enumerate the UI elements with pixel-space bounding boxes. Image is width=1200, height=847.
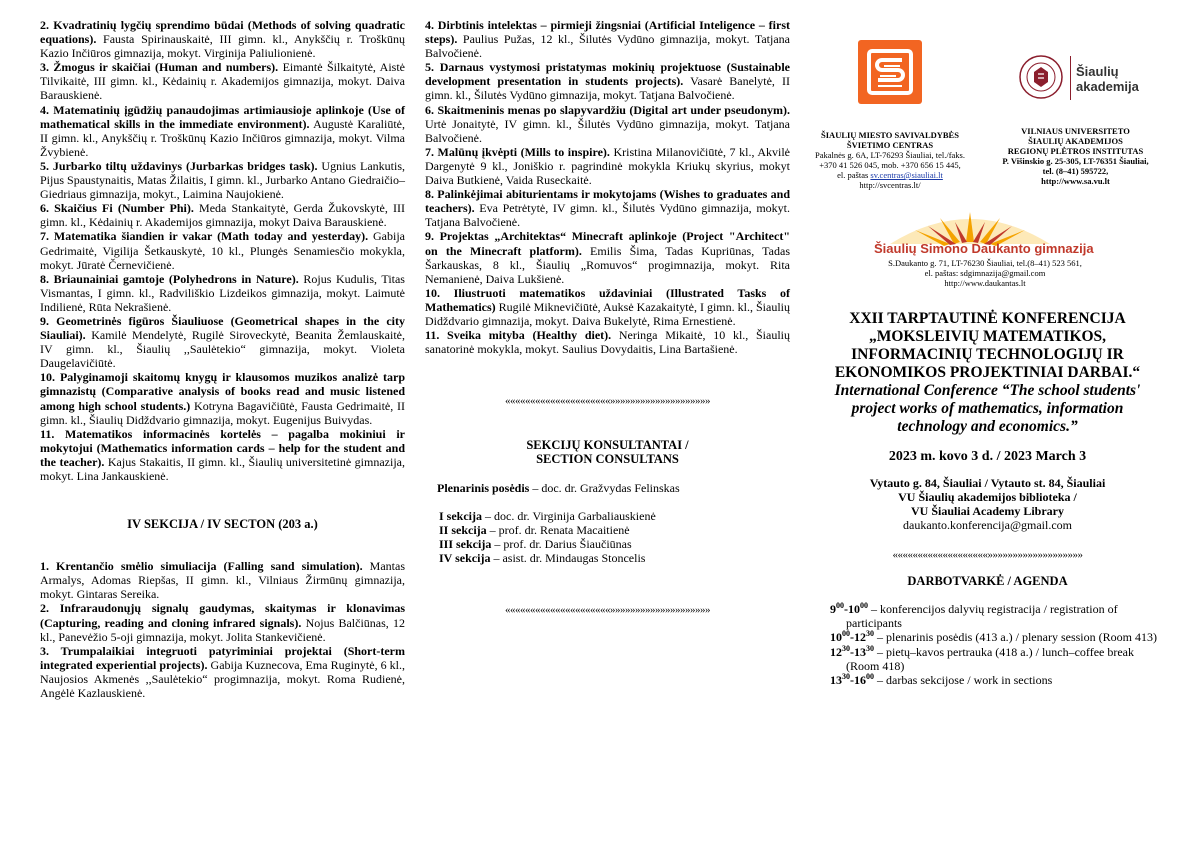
org1-email-label: el. paštas [837,170,871,180]
project-entry [425,229,790,285]
project-authors: Urtė Jonaitytė, IV gimn. kl., Šilutės Vydūno gimnazija, mokyt. Tatjana Balvočienė. [425,116,790,145]
project-authors: Rojus Kudulis, Titas Vismantas, I gimn. kl., Radviliškio Lizdeikos gimnazija, mokyt. Laimutė Indilienė, Rūta Nekrašienė. [40,271,405,314]
project-entry [425,145,790,187]
agenda-text: – pietų–kavos pertrauka (418 a.) / lunch–coffee break (Room 418) [846,644,1135,673]
project-title: 3. Trumpalaikiai integruoti patyriminiai projektai (Short-term integrated experiential projects). [40,643,405,672]
project-title: 6. Skaičius Fi (Number Phi). [40,201,194,216]
project-entry [40,18,405,60]
agenda-text: – konferencijos dalyvių registracija / registration of participants [846,602,1118,631]
project-title: 2. Infraraudonųjų signalų gaudymas, skaitymas ir klonavimas (Capturing, reading and cloning infrared signals). [40,601,405,630]
title-line: EKONOMIKOS PROJEKTINIAI DARBAI.“ [834,364,1141,381]
title-line: INFORMACINIŲ TECHNOLOGIJŲ IR [851,346,1124,363]
title-line: VU Šiaulių akademijos biblioteka / [898,490,1077,505]
project-authors: Kajus Stakaitis, II gimn. kl., Šiaulių universitetinė gimnazija, mokyt. Lina Jankauskienė. [40,454,405,483]
agenda-end-min: 30 [866,629,874,639]
project-entry [40,103,405,159]
project-authors: Kotryna Bagavičiūtė, Fausta Gedrimaitė, II gimn. kl., Šiaulių Didždvario gimnazija, mokyt. Eugenijus Buivydas. [40,398,405,427]
project-title: 5. Jurbarko tiltų uždavinys (Jurbarkas bridges task). [40,158,318,173]
venue-email: daukanto.konferencija@gmail.com [903,518,1072,533]
logos-block [810,22,1165,222]
section-consultant-name: – prof. dr. Darius Šiaučiūnas [491,536,632,551]
entries-list-section-4 [40,559,405,700]
project-authors: Ugnius Lankutis, Pijus Spaustynaitis, Matas Žilaitis, I gimn. kl., Jurbarko Antano Giedraičio–Giedriaus gimnazija, mokyt., Laimina Naujokienė. [40,158,405,202]
agenda-item [810,673,1165,687]
title-line: VU Šiauliai Academy Library [910,504,1064,519]
consultants-title [425,438,790,466]
vu-seal-logo [1018,54,1064,100]
vu-divider [1070,56,1071,100]
daukantas-info [860,258,1110,288]
agenda-start-hour: 9 [830,602,836,617]
project-entry [425,286,790,328]
svietimo-centras-logo-icon [858,40,922,104]
section-label: I sekcija [439,508,482,523]
agenda-start-hour: 10 [830,630,842,645]
project-title: 1. Krentančio smėlio simuliacija (Falling sand simulation). [40,559,363,574]
project-title: 11. Sveika mityba (Healthy diet). [425,328,612,343]
project-entry [425,187,790,229]
title-line: „MOKSLEIVIŲ MATEMATIKOS, [868,328,1107,345]
consultants-title-lt: SEKCIJŲ KONSULTANTAI / [526,438,689,453]
section-title: IV SEKCIJA / IV SECTON (203 a.) [127,517,318,532]
org2-name-line3: REGIONŲ PLĖTROS INSTITUTAS [1007,146,1144,156]
section-label: III sekcija [439,536,492,551]
plenary-value: – doc. dr. Gražvydas Felinskas [529,480,680,495]
agenda-end-hour: 12 [854,630,866,645]
agenda-list [810,602,1165,687]
section-consultant-name: – prof. dr. Renata Macaitienė [486,522,630,537]
org1-email-link[interactable]: sv.centras@siauliai.lt [870,170,943,180]
project-title: 4. Matematinių įgūdžių panaudojimas artimiausioje aplinkoje (Use of mathematical skills in the immediate environment). [40,102,405,131]
section-label: IV sekcija [439,550,491,565]
project-entry [40,559,405,601]
conference-title [810,310,1165,382]
vu-logo-line1: Šiaulių [1076,64,1119,79]
org3-address: S.Daukanto g. 71, LT-76230 Šiauliai, tel.(8–41) 523 561, [888,258,1082,268]
agenda-time: $9^{00}-10^{00}$ [830,601,868,617]
agenda-text: – plenarinis posėdis (413 a.) / plenary session (Room 413) [874,630,1157,645]
org1-address: Pakalnės g. 6A, LT-76293 Šiauliai, tel./faks. [815,150,965,160]
org2-web[interactable]: http://www.sa.vu.lt [1041,176,1110,186]
agenda-time: $10^{00}-12^{30}$ [830,629,874,645]
daukantas-name: Šiaulių Simono Daukanto gimnazija [874,241,1094,256]
agenda-start-min: 30 [842,671,850,681]
conference-date: 2023 m. kovo 3 d. / 2023 March 3 [888,449,1087,464]
project-title: 7. Malūnų įkvėpti (Mills to inspire). [425,144,610,159]
org1-web[interactable]: http://svcentras.lt/ [859,180,921,190]
plenary-consultant [425,481,790,495]
agenda-start-min: 30 [842,643,850,653]
section-consultant [439,537,790,551]
column-right [810,22,1165,687]
org3-email: el. paštas: sdgimnazija@gmail.com [924,268,1046,278]
section-consultant [439,551,790,565]
project-title: 8. Briaunainiai gamtoje (Polyhedrons in Nature). [40,271,299,286]
vu-info [988,126,1163,186]
agenda-end-hour: 13 [854,644,866,659]
agenda-end-min: 00 [860,601,868,611]
svietimo-centras-logo [858,40,922,104]
section-consultant-name: – doc. dr. Virginija Garbaliauskienė [482,508,656,523]
venue [810,476,1165,518]
project-authors: Eva Petrėtytė, IV gimn. kl., Šilutės Vydūno gimnazija, mokyt. Tatjana Balvočienė. [425,201,790,230]
project-title: 2. Kvadratinių lygčių sprendimo būdai (Methods of solving quadratic equations). [40,18,405,47]
project-authors: Rugilė Miknevičiūtė, Auksė Kazakaitytė, I gimn. kl., Šiaulių Didždvario gimnazija, mokyt. Daiva Bukelytė, Rima Ernestienė. [425,299,790,328]
project-authors: Fausta Spirinauskaitė, III gimn. kl., Anykščių r. Troškūnų Kazio Inčiūros gimnazija, mokyt. Virginija Paliulionienė. [40,32,405,61]
org2-name-line2: ŠIAULIŲ AKADEMIJOS [1028,136,1123,146]
project-title: 4. Dirbtinis intelektas – pirmieji žingsniai (Artificial Inteligence – first steps). [425,18,790,47]
project-authors: Gabija Kuznecova, Ema Ruginytė, 6 kl., Naujosios Akmenės ,,Saulėtekio“ progimnazija, mokyt. Roma Rudienė, Angėlė Kazlauskienė. [40,657,405,701]
project-authors: Augustė Karaliūtė, II gimn. kl., Anykščių r. Troškūnų Kazio Inčiūros gimnazija, mokyt. Vilma Žvybienė. [40,116,405,159]
agenda-item [810,602,1165,630]
agenda-item [810,630,1165,644]
agenda-start-hour: 13 [830,672,842,687]
project-authors: Mantas Armalys, Adomas Riepšas, II gimn. kl., Vilniaus Žirmūnų gimnazija, mokyt. Gintaras Sereika. [40,559,405,602]
project-authors: Paulius Pužas, 12 kl., Šilutės Vydūno gimnazija, mokyt. Tatjana Balvočienė. [425,32,790,61]
agenda-text: – darbas sekcijose / work in sections [874,672,1053,687]
column-middle [425,18,790,617]
project-authors: Meda Stankaitytė, Gerda Žukovskytė, III gimn. kl., Kėdainių r. Akademijos gimnazija, mokyt Daiva Barauskienė. [40,201,406,230]
project-authors: Emilis Šima, Tadas Kupriūnas, Tadas Šarkauskas, 8 kl., Šiaulių „Romuvos“ progimnazija, mokyt. Rita Nemanienė, Daiva Lukšienė. [425,243,790,286]
org2-name-line1: VILNIAUS UNIVERSITETO [1021,126,1130,136]
project-title: 9. Geometrinės figūros Šiauliuose (Geometrical shapes in the city Siauliai). [40,313,405,343]
title-line: Vytauto g. 84, Šiauliai / Vytauto st. 84, Šiauliai [869,476,1106,491]
daukantas-banner [810,204,1165,288]
agenda-start-hour: 12 [830,644,842,659]
project-title: 7. Matematika šiandien ir vakar (Math today and yesterday). [40,229,369,244]
project-entry [425,18,790,60]
agenda-time: $12^{30}-13^{30}$ [830,643,874,659]
project-authors: Vasarė Banelytė, II gimn. kl., Šilutės Vydūno gimnazija, mokyt. Tatjana Balvočienė. [425,74,791,103]
project-entry [40,601,405,643]
vu-seal-icon [1018,54,1064,100]
daukantas-sun-logo-icon [870,204,1070,246]
title-line: XXII TARPTAUTINĖ KONFERENCIJA [849,310,1126,327]
section-consultant [439,523,790,537]
entries-list [425,18,790,356]
project-authors: Neringa Mikaitė, 10 kl., Šiaulių sanatorinė mokykla, mokyt. Saulius Dovydaitis, Lina Bartašienė. [425,328,790,357]
separator: «««««««««««««««««««««»»»»»»»»»»»»»»»»»»»» [505,604,710,616]
project-authors: Gabija Gedrimaitė, Vigilija Šetkauskytė, 10 kl., Plungės Senamiesčio mokykla, mokyt. Jūratė Černevičienė. [40,229,405,272]
project-entry [40,229,405,271]
agenda-end-min: 00 [866,671,874,681]
project-title: 6. Skaitmeninis menas po slapyvardžiu (Digital art under pseudonym). [425,102,790,117]
project-title: 9. Projektas „Architektas“ Minecraft aplinkoje (Project "Architect" on the Minecraft platform). [425,229,790,258]
org3-web[interactable]: http://www.daukantas.lt [944,278,1026,288]
project-entry [425,103,790,145]
project-authors: Eimantė Šilkaitytė, Aistė Tilvikaitė, III gimn. kl., Kėdainių r. Akademijos gimnazija, mokyt. Daiva Barauskienė. [40,60,405,103]
section-label: II sekcija [439,522,487,537]
project-authors: Kristina Milanovičiūtė, 7 kl., Akvilė Dargenytė 9 kl., Joniškio r. pagrindinė mokykla Kriukų skyrius, mokyt Daiva Butkienė, Vaida Ruseckaitė. [425,144,790,188]
agenda-end-hour: 10 [848,602,860,617]
project-entry [40,159,405,201]
org1-name-line1: ŠIAULIŲ MIESTO SAVIVALDYBĖS [821,130,959,140]
project-title: 10. Iliustruoti matematikos uždaviniai (Illustrated Tasks of Mathematics) [425,285,790,314]
separator: «««««««««««««««««««««»»»»»»»»»»»»»»»»»»»» [505,395,710,408]
org1-email-line [810,170,970,180]
project-authors: Nojus Balčiūnas, 12 kl., Panevėžio 5-oji gimnazija, mokyt. Jolita Stankevičienė. [40,615,405,644]
project-title: 3. Žmogus ir skaičiai (Human and numbers). [40,60,279,75]
section-consultant [439,509,790,523]
svietimo-centras-info [810,130,970,190]
vu-logo-line2: akademija [1076,79,1139,94]
agenda-time: $13^{30}-16^{00}$ [830,671,874,687]
column-left [40,18,405,700]
plenary-label: Plenarinis posėdis [437,480,530,495]
section-consultant-name: – asist. dr. Mindaugas Stoncelis [490,550,646,565]
project-title: 8. Palinkėjimai abiturientams ir mokytojams (Wishes to graduates and teachers). [425,187,790,216]
consultants-title-en: SECTION CONSULTANS [536,452,679,467]
agenda-item [810,645,1165,673]
project-entry [425,328,790,356]
title-line: project works of mathematics, information [851,400,1124,417]
project-entry [40,60,405,102]
agenda-start-min: 00 [842,629,850,639]
siauliu-akademija-logo-text [1076,64,1139,94]
conference-title-en [810,382,1165,436]
project-entry [40,201,405,229]
agenda-title: DARBOTVARKĖ / AGENDA [907,574,1068,589]
org1-phones: +370 41 526 045, mob. +370 656 15 445, [819,160,961,170]
project-entry [40,370,405,426]
entries-list [40,18,405,483]
section-consultants [425,509,790,565]
title-line: International Conference “The school students' [834,382,1141,399]
org2-address: P. Višinskio g. 25-305, LT-76351 Šiauliai, [1002,156,1149,166]
agenda-end-hour: 16 [854,672,866,687]
separator: «««««««««««««««««««»»»»»»»»»»»»»»»»»»» [892,549,1083,562]
project-entry [40,644,405,700]
project-title: 10. Palyginamoji skaitomų knygų ir klausomos muzikos analizė tarp gimnazistų (Comparative analysis of books read and music listened among high school students.) [40,370,405,413]
project-entry [40,314,405,370]
org1-name-line2: ŠVIETIMO CENTRAS [846,140,934,150]
project-entry [40,427,405,483]
project-entry [40,272,405,314]
project-entry [425,60,790,102]
project-title: 11. Matematikos informacinės kortelės – pagalba mokiniui ir mokytojui (Mathematics information cards – help for the student and the teacher). [40,426,405,469]
project-title: 5. Darnaus vystymosi pristatymas mokinių projektuose (Sustainable development presentation in students projects). [425,60,790,89]
agenda-start-min: 00 [836,601,844,611]
agenda-end-min: 30 [866,643,874,653]
project-authors: Kamilė Mendelytė, Rugilė Siroveckytė, Beanita Žemlauskaitė, IV gimn. kl., Šiaulių ,,Saulėtekio“ gimnazija, mokyt. Violeta Daugelavičiūtė. [40,328,405,371]
org2-phone: tel. (8–41) 595722, [1042,166,1109,176]
title-line: technology and economics.” [897,418,1078,435]
